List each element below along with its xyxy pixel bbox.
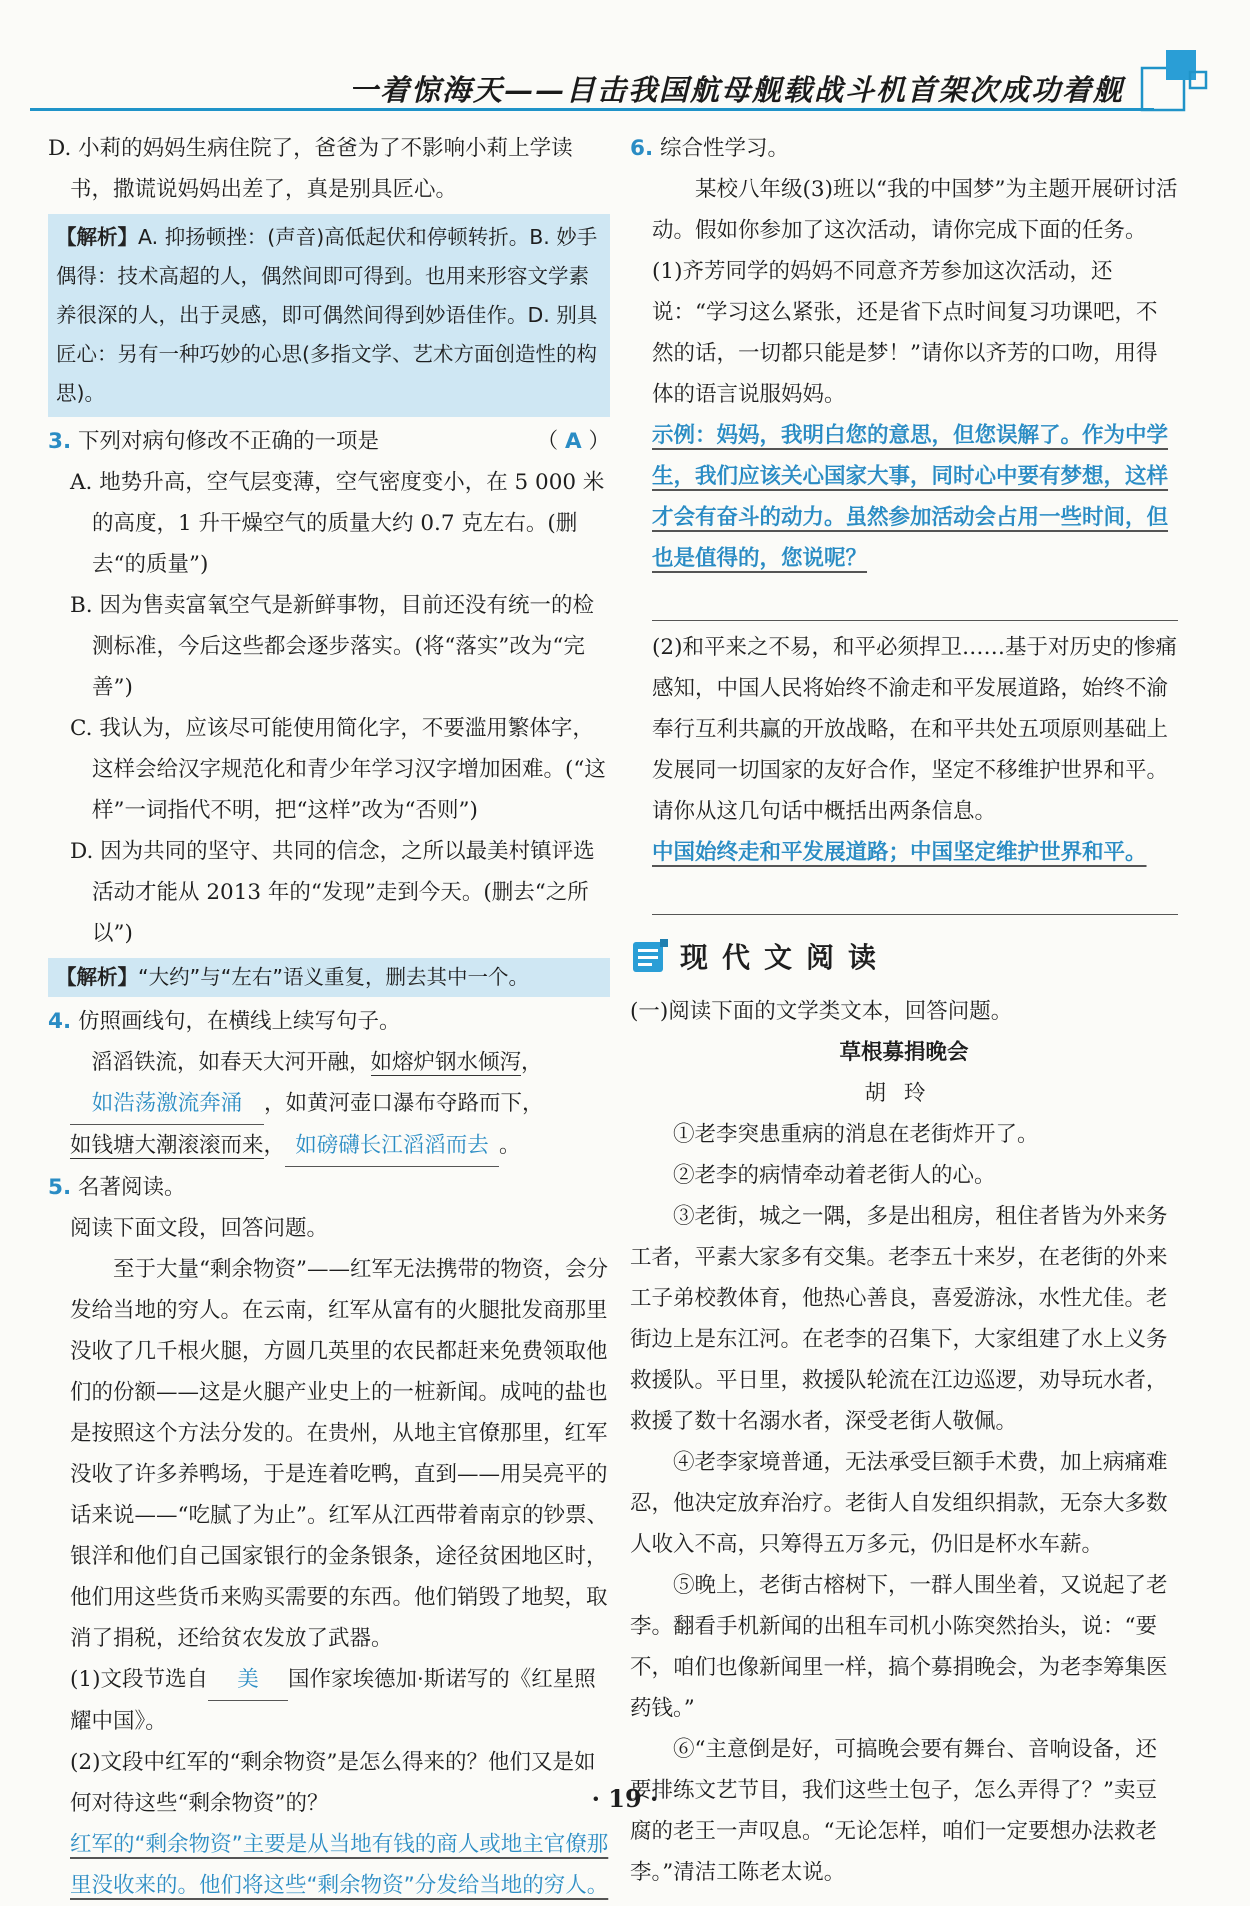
question-number: 3.: [48, 429, 72, 454]
q6-sub2-answer: 中国始终走和平发展道路；中国坚定维护世界和平。: [652, 840, 1147, 865]
article-paragraph-6: ⑥“主意倒是好，可搞晚会要有舞台、音响设备，还要排练文艺节目，我们这些土包子，怎么弄得了？”卖豆腐的老王一声叹息。“无论怎样，咱们一定要想办法救老李。”清洁工陈老太说。: [630, 1737, 1157, 1885]
reading-intro: (一)阅读下面的文学类文本，回答问题。: [630, 999, 1013, 1024]
question-number: 4.: [48, 1009, 72, 1034]
q6-sub1-answer: 示例：妈妈，我明白您的意思，但您误解了。作为中学生，我们应该关心国家大事，同时心中要有梦想，这样才会有奋斗的动力。虽然参加活动会占用一些时间，但也是值得的，您说呢？: [652, 423, 1169, 571]
analysis-tag: 【解析】: [56, 965, 138, 989]
q4-underlined-sentence: 如钱塘大潮滚滚而来: [70, 1133, 264, 1158]
q4-text: ，: [521, 1050, 543, 1075]
q4-line-3: [48, 1125, 610, 1167]
article-paragraph-2: ②老李的病情牵动着老街人的心。: [673, 1163, 996, 1188]
left-column: [48, 128, 610, 1906]
answer-choice: A: [565, 429, 582, 454]
q5-passage: 至于大量“剩余物资”——红军无法携带的物资，会分发给当地的穷人。在云南，红军从富有的火腿批发商那里没收了几千根火腿，方圆几英里的农民都赶来免费领取他们的份额——这是火腿产业史上的一桩新闻。成吨的盐也是按照这个方法分发的。在贵州，从地主官僚那里，红军没收了许多养鸭场，于是连着吃鸭，直到——用吴亮平的话来说——“吃腻了为止”。红军从江西带着南京的钞票、银洋和他们自己国家银行的金条银条，途径贫困地区时，他们用这些货币来购买需要的东西。他们销毁了地契，取消了捐税，还给贫农发放了武器。: [70, 1257, 608, 1651]
analysis-box-q3: [48, 958, 610, 997]
question-stem: 名著阅读。: [77, 1175, 186, 1200]
q6-intro: 某校八年级(3)班以“我的中国梦”为主题开展研讨活动。假如你参加了这次活动，请你完成下面的任务。: [652, 177, 1178, 243]
question-6: [630, 128, 1178, 169]
answer-rule: [652, 579, 1178, 621]
question-4: [48, 1001, 610, 1042]
article-paragraph-4: ④老李家境普通，无法承受巨额手术费，加上病痛难忍，他决定放弃治疗。老街人自发组织捐款，无奈大多数人收入不高，只筹得五万多元，仍旧是杯水车薪。: [630, 1450, 1168, 1557]
article-paragraph-5: ⑤晚上，老街古榕树下，一群人围坐着，又说起了老李。翻看手机新闻的出租车司机小陈突然抬头，说：“要不，咱们也像新闻里一样，搞个募捐晚会，为老李筹集医药钱。”: [630, 1573, 1168, 1721]
analysis-box-q2: [48, 214, 610, 417]
q5-sub1-text: (1)文段节选自: [70, 1667, 208, 1692]
question-number: 6.: [630, 136, 654, 161]
q4-text: 。: [499, 1133, 521, 1158]
q6-sub-2: (2)和平来之不易，和平必须捍卫……基于对历史的惨痛感知，中国人民将始终不渝走和平发展道路，始终不渝奉行互利共赢的开放战略，在和平共处五项原则基础上发展同一切国家的友好合作，坚定不移维护世界和平。: [652, 635, 1177, 783]
q4-line-1: [48, 1042, 610, 1083]
option-a: A. 地势升高，空气层变薄，空气密度变小，在 5 000 米的高度，1 升干燥空气的质量大约 0.7 克左右。(删去“的质量”): [70, 470, 605, 577]
article-title: 草根募捐晚会: [839, 1040, 969, 1065]
q5-sub-1: [48, 1659, 610, 1742]
article-paragraph-1: ①老李突患重病的消息在老街炸开了。: [673, 1122, 1039, 1147]
q4-text: 滔滔铁流，如春天大河开融，: [91, 1050, 371, 1075]
q5-sub1-text: 国作家埃德加·斯诺写的《红星照耀中国》。: [70, 1667, 596, 1734]
q4-answer-blank-1: 如浩荡激流奔涌: [70, 1083, 264, 1125]
q6-sub2-ask: 请你从这几句话中概括出两条信息。: [652, 799, 997, 824]
section-heading: [630, 929, 1178, 985]
analysis-text: “大约”与“左右”语义重复，删去其中一个。: [138, 965, 529, 989]
article-author: 胡玲: [864, 1081, 944, 1106]
right-column: [630, 128, 1178, 1893]
question-stem: 仿照画线句，在横线上续写句子。: [77, 1009, 401, 1034]
q5-answer-blank: 美: [208, 1659, 288, 1701]
question-stem: 下列对病句修改不正确的一项是: [77, 429, 379, 454]
q4-line-2: [48, 1083, 610, 1125]
book-icon: [630, 937, 670, 977]
q5-answer: 红军的“剩余物资”主要是从当地有钱的商人或地主官僚那里没收来的。他们将这些“剩余物资”分发给当地的穷人。: [70, 1832, 609, 1898]
article-paragraph-3: ③老街，城之一隅，多是出租房，租住者皆为外来务工者，平素大家多有交集。老李五十来岁，在老街的外来工子弟校教体育，他热心善良，喜爱游泳，水性尤佳。老街边上是东江河。在老李的召集下，大家组建了水上义务救援队。平日里，救援队轮流在江边巡逻，劝导玩水者，救援了数十名溺水者，深受老街人敬佩。: [630, 1204, 1168, 1434]
option-b: B. 因为售卖富氧空气是新鲜事物，目前还没有统一的检测标准，今后这些都会逐步落实。(将“落实”改为“完善”): [70, 593, 594, 700]
analysis-text: A. 抑扬顿挫：(声音)高低起伏和停顿转折。B. 妙手偶得：技术高超的人，偶然间即可得到。也用来形容文学素养很深的人，出于灵感，即可偶然间得到妙语佳作。D. 别具匠心：另有一种巧妙的心思(多指文学、艺术方面创造性的构思)。: [56, 225, 598, 405]
header-title: 一着惊海天——目击我国航母舰载战斗机首架次成功着舰: [348, 73, 1124, 107]
option-c: C. 我认为，应该尽可能使用简化字，不要滥用繁体字，这样会给汉字规范化和青少年学习汉字增加困难。(“这样”一词指代不明，把“这样”改为“否则”): [70, 716, 606, 823]
header-squares-icon: [1140, 48, 1210, 114]
header-rule: [30, 108, 1154, 111]
paren-close: ）: [588, 429, 610, 454]
paren-open: （: [536, 429, 559, 454]
answer-rule: [652, 873, 1178, 915]
option-d: D. 因为共同的坚守、共同的信念，之所以最美村镇评选活动才能从 2013 年的“发现”走到今天。(删去“之所以”): [70, 839, 595, 946]
q4-answer-blank-2: 如磅礴长江滔滔而去: [285, 1125, 499, 1167]
q4-text: ，: [263, 1133, 286, 1158]
analysis-tag: 【解析】: [56, 225, 138, 249]
question-5: [48, 1167, 610, 1208]
answer-paren: [537, 421, 610, 462]
q6-sub-1: (1)齐芳同学的妈妈不同意齐芳参加这次活动，还说：“学习这么紧张，还是省下点时间复习功课吧，不然的话，一切都只能是梦！”请你以齐芳的口吻，用得体的语言说服妈妈。: [652, 259, 1158, 407]
section-title: 现代文阅读: [680, 940, 891, 974]
q4-underlined-sentence: 如熔炉钢水倾泻: [370, 1050, 522, 1075]
q4-text: ，如黄河壶口瀑布夺路而下，: [264, 1091, 544, 1116]
q5-sub-2: (2)文段中红军的“剩余物资”是怎么得来的？他们又是如何对待这些“剩余物资”的？: [70, 1750, 596, 1816]
question-number: 5.: [48, 1175, 72, 1200]
page-number: · 19 ·: [591, 1784, 659, 1813]
question-3: [48, 421, 610, 462]
q5-intro: 阅读下面文段，回答问题。: [70, 1216, 329, 1241]
option-d-q2: D. 小莉的妈妈生病住院了，爸爸为了不影响小莉上学读书，撒谎说妈妈出差了，真是别具匠心。: [48, 136, 573, 202]
page-header: [30, 40, 1210, 112]
question-stem: 综合性学习。: [659, 136, 789, 161]
